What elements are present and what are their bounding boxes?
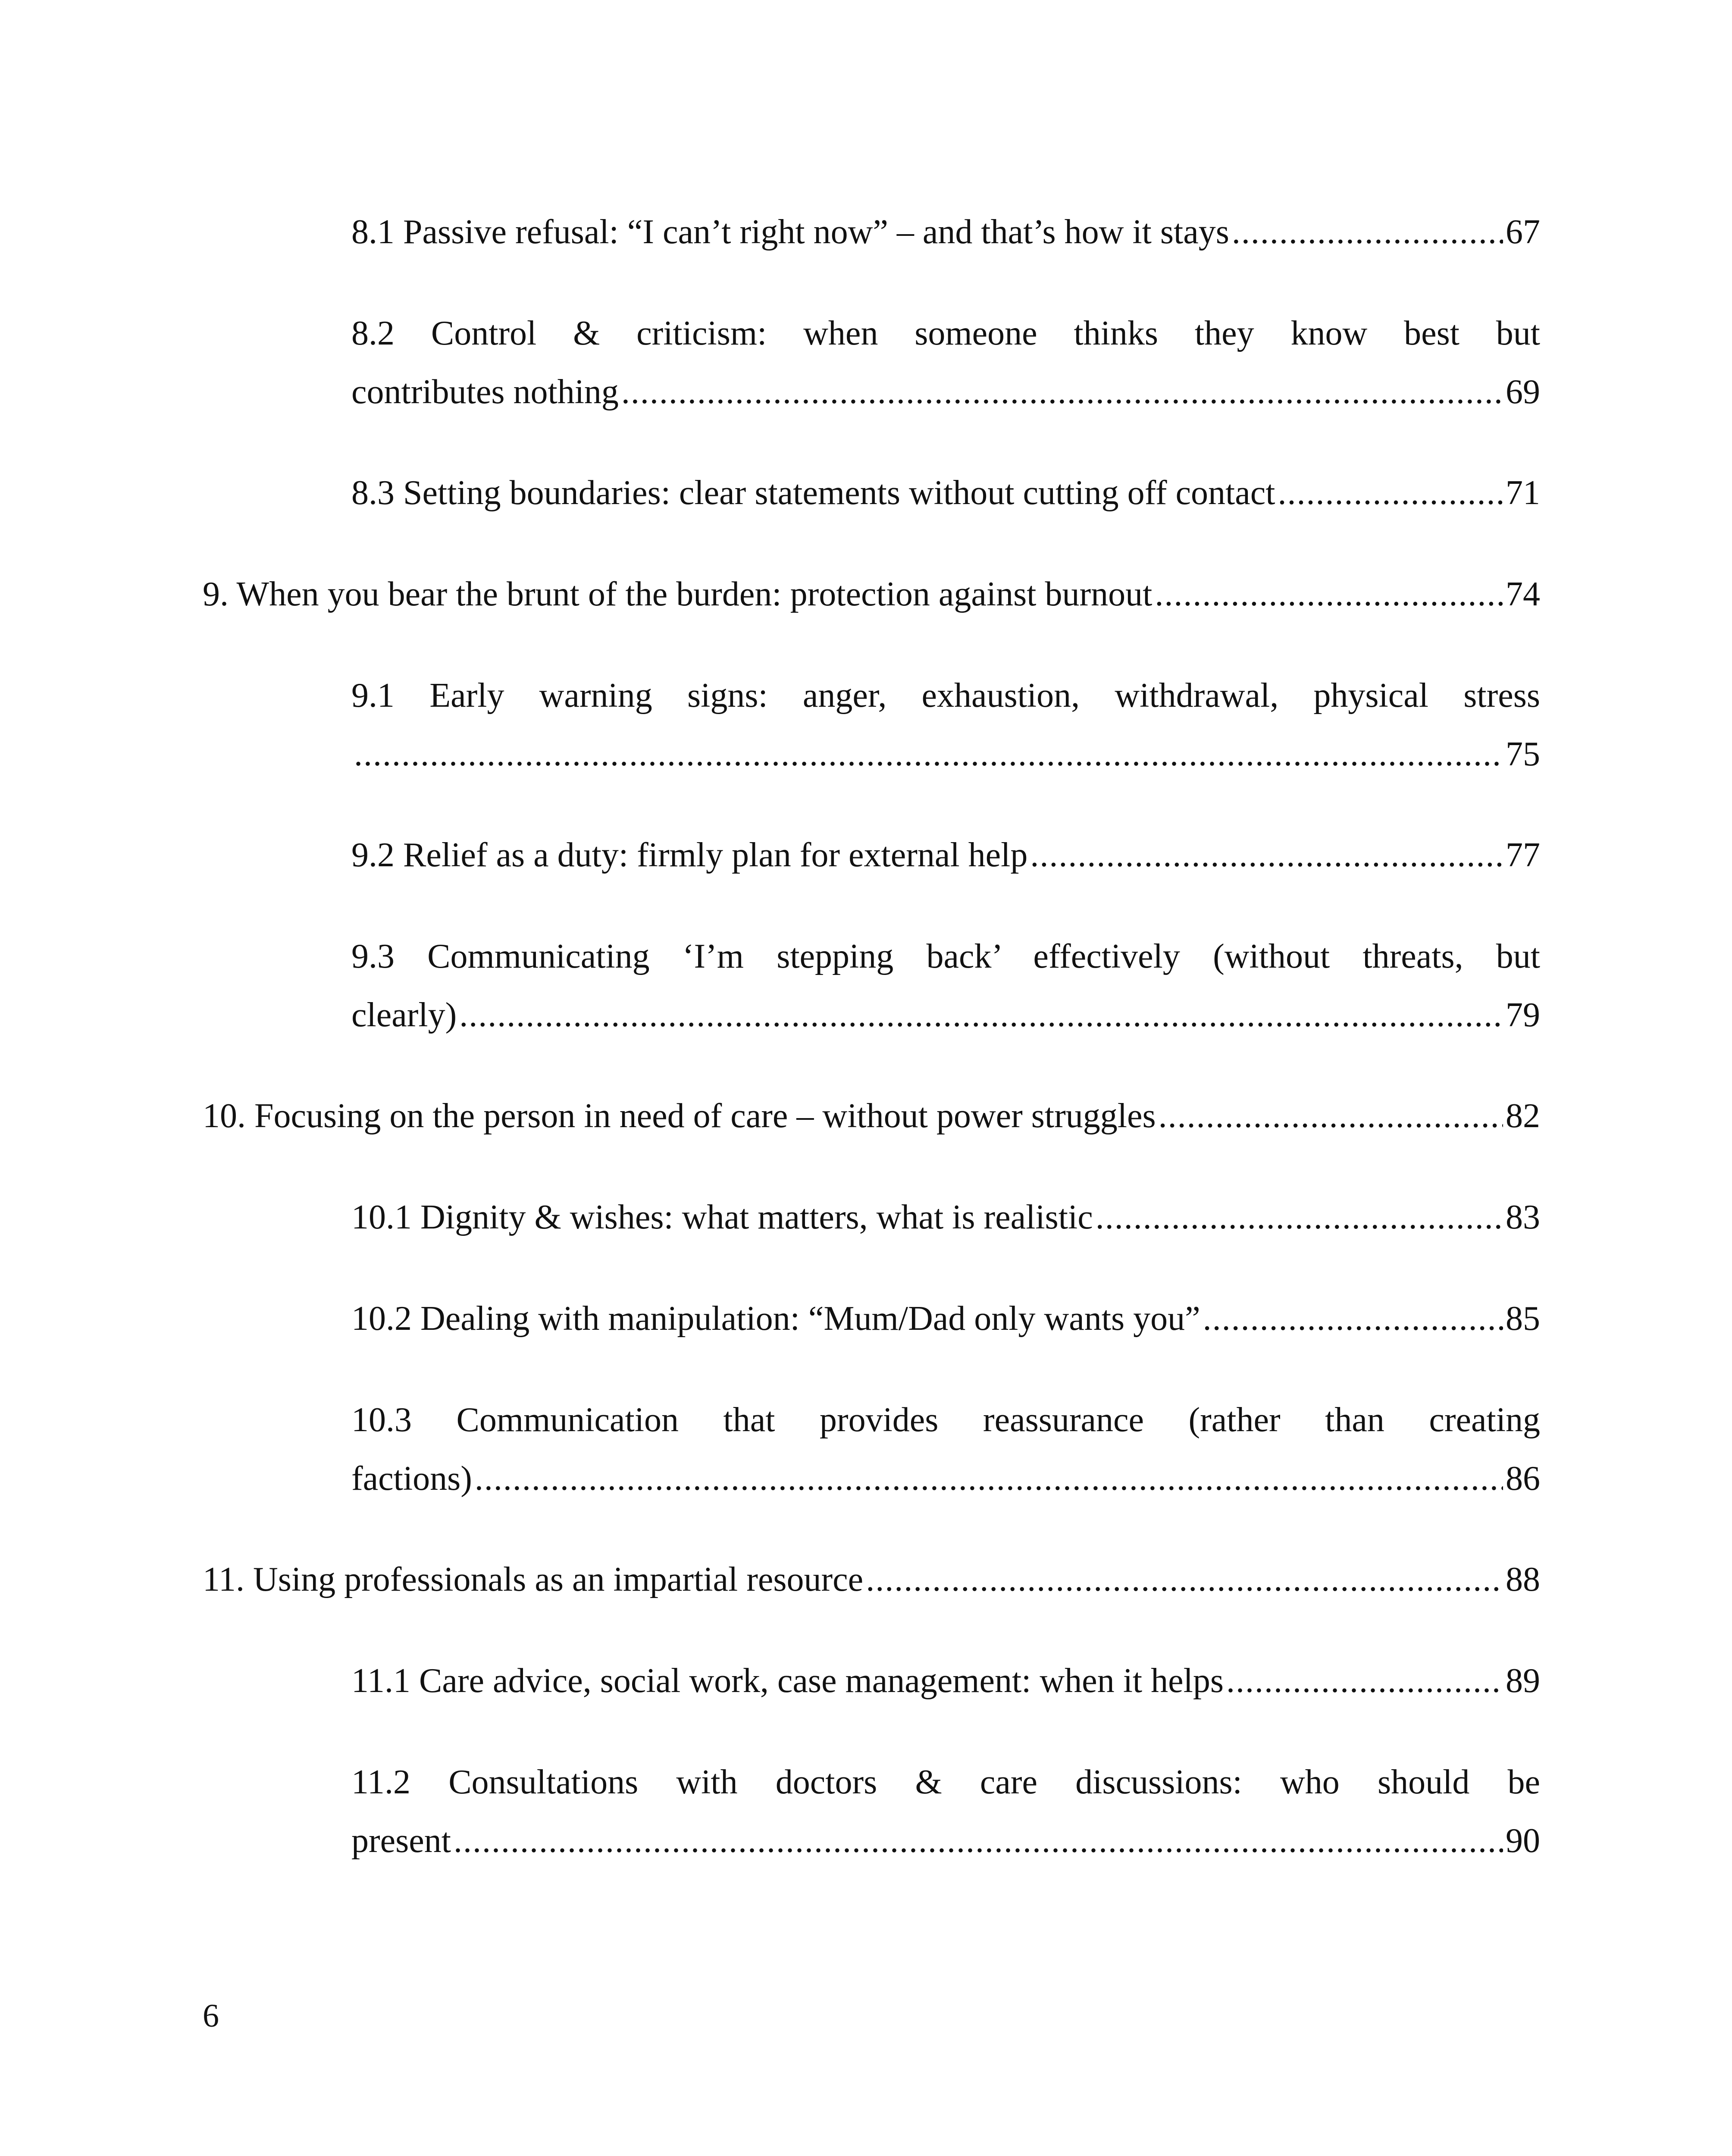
- toc-entry-title: 10.1 Dignity & wishes: what matters, what is realistic: [351, 1198, 1093, 1236]
- toc-entry-title: 11. Using professionals as an impartial resource: [203, 1561, 864, 1598]
- toc-entry-title: 11.2 Consultations with doctors & care discussions: who should be: [351, 1763, 1540, 1801]
- toc-entry-9-2[interactable]: [351, 826, 1540, 884]
- toc-entry-title: 8.1 Passive refusal: “I can’t right now” – and that’s how it stays: [351, 213, 1229, 251]
- toc-entry-10-2[interactable]: [351, 1289, 1540, 1348]
- toc-entry-11[interactable]: [203, 1550, 1540, 1609]
- toc-page-number: 74: [1506, 575, 1540, 613]
- toc-entry-8-3[interactable]: [351, 464, 1540, 522]
- dot-leader: [1226, 1651, 1503, 1710]
- toc-page-number: 67: [1506, 213, 1540, 251]
- dot-leader: [1159, 1087, 1503, 1145]
- toc-page-number: 83: [1506, 1198, 1540, 1236]
- toc-entry-title: 8.2 Control & criticism: when someone thinks they know best but: [351, 314, 1540, 352]
- toc-page-number: 69: [1506, 373, 1540, 411]
- toc-entry-title-continued: present: [351, 1822, 451, 1860]
- dot-leader: [459, 986, 1503, 1044]
- toc-entry-11-1[interactable]: [351, 1651, 1540, 1710]
- dot-leader: [1232, 203, 1503, 261]
- toc-page-number: 86: [1506, 1460, 1540, 1498]
- toc-entry-title: 10.3 Communication that provides reassurance (rather than creating: [351, 1401, 1540, 1439]
- toc-entry-title: 9.3 Communicating ‘I’m stepping back’ effectively (without threats, but: [351, 937, 1540, 975]
- dot-leader: [1203, 1289, 1503, 1348]
- toc-page-number: 75: [1506, 735, 1540, 773]
- toc-entry-title: 9.2 Relief as a duty: firmly plan for external help: [351, 836, 1028, 874]
- toc-entry-title-continued: factions): [351, 1460, 472, 1498]
- toc-entry-title: 9. When you bear the brunt of the burden: protection against burnout: [203, 575, 1153, 613]
- toc-entry-title-continued: contributes nothing: [351, 373, 619, 411]
- toc-entry-8-2[interactable]: [351, 304, 1540, 421]
- toc-entry-title-continued: clearly): [351, 996, 457, 1034]
- dot-leader: [621, 363, 1503, 421]
- dot-leader: [1155, 565, 1503, 624]
- dot-leader: [1030, 826, 1503, 884]
- toc-entry-title: 9.1 Early warning signs: anger, exhaustion, withdrawal, physical stress: [351, 677, 1540, 714]
- toc-entry-11-2[interactable]: [351, 1753, 1540, 1870]
- toc-page-number: 82: [1506, 1097, 1540, 1135]
- toc-entry-9-3[interactable]: [351, 927, 1540, 1044]
- toc-entry-title: 8.3 Setting boundaries: clear statements without cutting off contact: [351, 474, 1275, 512]
- toc-page-number: 88: [1506, 1561, 1540, 1598]
- toc-page-number: 85: [1506, 1300, 1540, 1338]
- toc-entry-8-1[interactable]: [351, 203, 1540, 261]
- toc-page-number: 79: [1506, 996, 1540, 1034]
- toc-entry-9[interactable]: [203, 565, 1540, 624]
- toc-entry-10-3[interactable]: [351, 1391, 1540, 1508]
- toc-page-number: 71: [1506, 474, 1540, 512]
- dot-leader: [1096, 1188, 1503, 1247]
- toc-entry-title: 10.2 Dealing with manipulation: “Mum/Dad only wants you”: [351, 1300, 1200, 1338]
- toc-page-number: 90: [1506, 1822, 1540, 1860]
- dot-leader: [454, 1811, 1503, 1870]
- toc-page-number: 77: [1506, 836, 1540, 874]
- toc-entry-10[interactable]: [203, 1087, 1540, 1145]
- dot-leader: [475, 1449, 1503, 1508]
- page-number: 6: [203, 1998, 219, 2034]
- dot-leader: [866, 1550, 1503, 1609]
- dot-leader: [1278, 464, 1503, 522]
- toc-entry-9-1[interactable]: [351, 666, 1540, 783]
- toc-entry-title: 11.1 Care advice, social work, case management: when it helps: [351, 1662, 1224, 1700]
- toc-entry-title: 10. Focusing on the person in need of care – without power struggles: [203, 1097, 1156, 1135]
- dot-leader: [354, 725, 1503, 783]
- toc-entry-10-1[interactable]: [351, 1188, 1540, 1247]
- toc-page-number: 89: [1506, 1662, 1540, 1700]
